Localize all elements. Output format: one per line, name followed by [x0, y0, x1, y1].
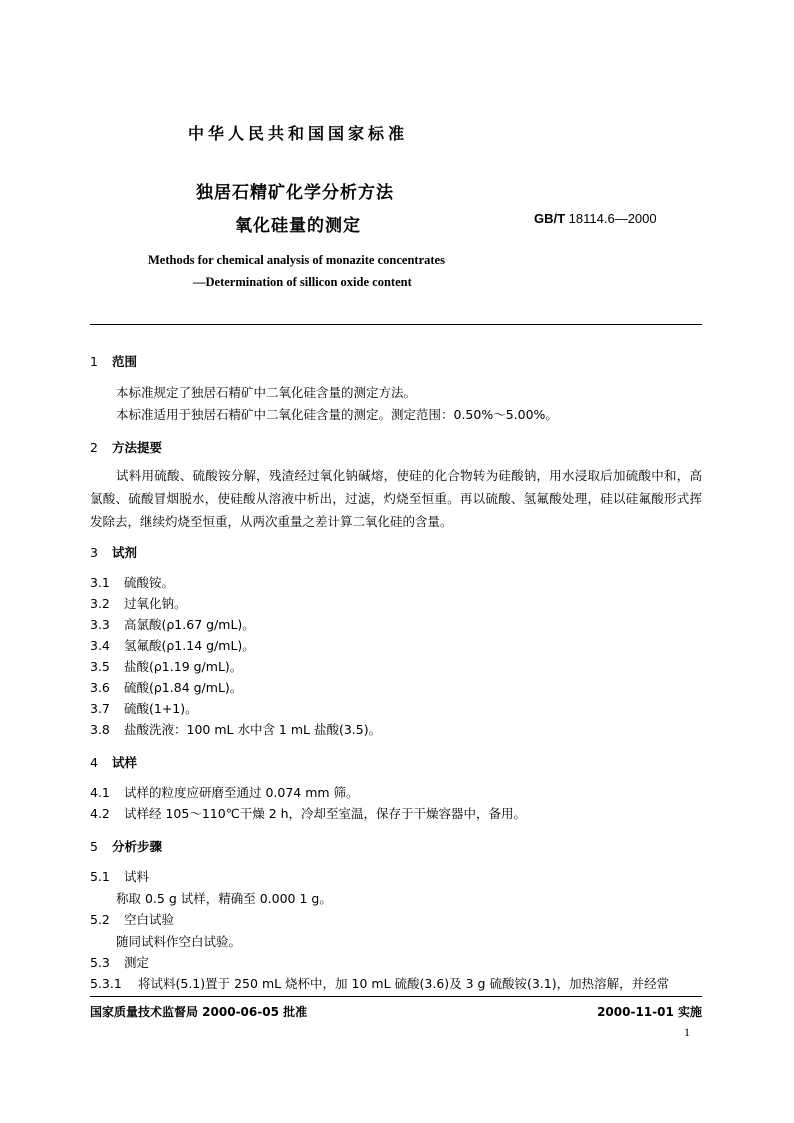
implementation-date: 2000-11-01 实施	[597, 1005, 702, 1019]
standard-number-value: 18114.6—2000	[565, 211, 657, 226]
item-text: 盐酸洗液：100 mL 水中含 1 mL 盐酸(3.5)。	[124, 722, 382, 737]
list-item	[90, 783, 359, 801]
paragraph: 本标准规定了独居石精矿中二氧化硅含量的测定方法。	[116, 385, 417, 400]
paragraph: 试料用硫酸、硫酸铵分解，残渣经过氧化钠碱熔，使硅的化合物转为硅酸钠，用水浸取后加硫酸中和，高氯酸、硫酸冒烟脱水，使硅酸从溶液中析出，过滤，灼烧至恒重。再以硫酸、氢氟酸处理，硅以硅氟酸形式挥发除去，继续灼烧至恒重，从两次重量之差计算二氧化硅的含量。	[90, 468, 702, 529]
paragraph: 称取 0.5 g 试样，精确至 0.000 1 g。	[116, 891, 332, 906]
section-number: 5	[90, 839, 98, 854]
section-number: 3	[90, 545, 98, 560]
subsection-title: 测定	[124, 955, 150, 970]
standard-prefix: GB/T	[534, 211, 566, 226]
section-5-heading	[90, 837, 162, 855]
section-3-heading	[90, 543, 137, 561]
item-number: 4.2	[90, 806, 110, 821]
subsection-5-2	[90, 910, 174, 928]
item-text: 硫酸铵。	[124, 575, 175, 590]
paragraph: 随同试料作空白试验。	[116, 934, 242, 949]
subsection-title: 试料	[124, 869, 150, 884]
item-number: 3.2	[90, 596, 110, 611]
item-number: 3.1	[90, 575, 110, 590]
item-number: 3.4	[90, 638, 110, 653]
subsection-number: 5.2	[90, 912, 110, 927]
item-number: 3.5	[90, 659, 110, 674]
english-title-line-2: —Determination of sillicon oxide content	[193, 275, 412, 289]
subsection-number: 5.3	[90, 955, 110, 970]
approval-info: 国家质量技术监督局 2000-06-05 批准	[90, 1005, 308, 1019]
item-text: 试样经 105～110℃干燥 2 h，冷却至室温，保存于干燥容器中，备用。	[124, 806, 527, 821]
page-number: 1	[684, 1025, 690, 1039]
paragraph: 将试料(5.1)置于 250 mL 烧杯中，加 10 mL 硫酸(3.6)及 3 g 硫酸铵(3.1)，加热溶解，并经常	[138, 976, 670, 991]
paragraph: 本标准适用于独居石精矿中二氧化硅含量的测定。测定范围：0.50%～5.00%。	[116, 407, 558, 422]
item-text: 硫酸(1+1)。	[124, 701, 198, 716]
item-text: 氢氟酸(ρ1.14 g/mL)。	[124, 638, 255, 653]
list-item	[90, 615, 255, 633]
english-title-line-1: Methods for chemical analysis of monazite concentrates	[148, 253, 445, 267]
subsection-5-3	[90, 953, 149, 971]
subsection-title: 空白试验	[124, 912, 175, 927]
subsection-number: 5.1	[90, 869, 110, 884]
subsection-5-3-1	[90, 974, 669, 992]
subsection-5-1	[90, 867, 149, 885]
title-line-2: 氧化硅量的测定	[235, 216, 361, 236]
item-text: 过氧化钠。	[124, 596, 187, 611]
item-text: 硫酸(ρ1.84 g/mL)。	[124, 680, 243, 695]
subsection-number: 5.3.1	[90, 976, 122, 991]
list-item	[90, 678, 242, 696]
item-number: 4.1	[90, 785, 110, 800]
national-standard-banner: 中华人民共和国国家标准	[188, 124, 409, 143]
section-number: 2	[90, 440, 98, 455]
section-title: 方法提要	[112, 440, 163, 455]
section-title: 分析步骤	[112, 839, 163, 854]
list-item	[90, 573, 174, 591]
list-item	[90, 804, 526, 822]
list-item	[90, 720, 381, 738]
header-divider	[90, 324, 702, 325]
item-number: 3.6	[90, 680, 110, 695]
item-number: 3.7	[90, 701, 110, 716]
title-line-1: 独居石精矿化学分析方法	[196, 183, 394, 203]
section-1-heading	[90, 352, 137, 370]
item-text: 试样的粒度应研磨至通过 0.074 mm 筛。	[124, 785, 359, 800]
footer-divider	[90, 996, 702, 997]
section-number: 1	[90, 354, 98, 369]
section-number: 4	[90, 755, 98, 770]
item-text: 盐酸(ρ1.19 g/mL)。	[124, 659, 243, 674]
section-2-heading	[90, 438, 162, 456]
section-4-heading	[90, 753, 137, 771]
section-title: 试剂	[112, 545, 138, 560]
list-item	[90, 657, 242, 675]
standard-number	[534, 211, 657, 226]
list-item	[90, 594, 187, 612]
item-number: 3.3	[90, 617, 110, 632]
list-item	[90, 636, 255, 654]
list-item	[90, 699, 198, 717]
item-number: 3.8	[90, 722, 110, 737]
item-text: 高氯酸(ρ1.67 g/mL)。	[124, 617, 255, 632]
section-title: 试样	[112, 755, 138, 770]
section-title: 范围	[112, 354, 138, 369]
